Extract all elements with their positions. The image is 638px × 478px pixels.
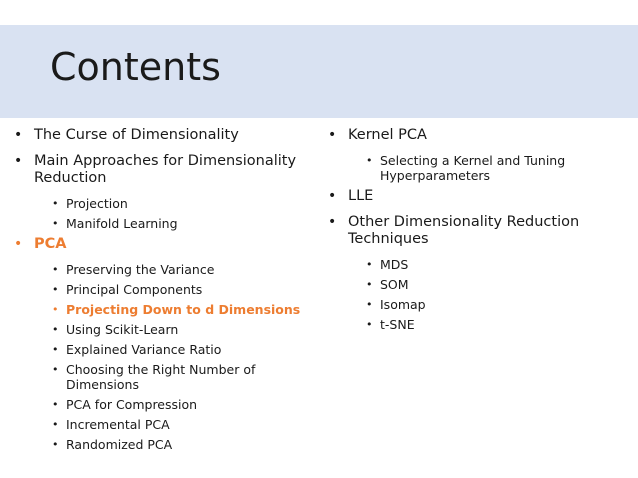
bullet-icon: • [14,127,23,143]
subtopic-label: Projecting Down to d Dimensions [66,302,301,317]
slide-title: Contents [50,45,221,89]
topic-item [14,153,304,187]
topic-item [14,127,304,144]
bullet-icon: • [52,343,59,356]
bullet-icon: • [14,236,23,252]
subtopic-label: MDS [380,257,409,272]
subtopic-label: Using Scikit-Learn [66,322,179,337]
bullet-icon: • [366,278,373,291]
subtopic-item [328,277,628,292]
subtopic-label: Choosing the Right Number of Dimensions [66,362,256,392]
topic-item [328,127,628,144]
subtopic-item [14,302,304,317]
bullet-icon: • [52,217,59,230]
subtopic-item [14,196,304,211]
bullet-icon: • [14,153,23,169]
subtopic-item [14,322,304,337]
bullet-icon: • [52,303,59,316]
subtopic-label: PCA for Compression [66,397,198,412]
topic-label: Main Approaches for Dimensionality Reduction [34,153,297,186]
subtopic-item [14,216,304,231]
subtopic-label: Principal Components [66,282,203,297]
topic-label: Other Dimensionality Reduction Techniques [348,214,580,247]
subtopic-label: Manifold Learning [66,216,178,231]
subtopic-label: Randomized PCA [66,437,173,452]
subtopic-item [14,437,304,452]
bullet-icon: • [328,188,337,204]
bullet-icon: • [328,127,337,143]
bullet-icon: • [52,363,59,376]
subtopic-item [328,297,628,312]
subtopic-label: t-SNE [380,317,415,332]
bullet-icon: • [366,154,373,167]
subtopic-label: Preserving the Variance [66,262,215,277]
subtopic-label: SOM [380,277,409,292]
bullet-icon: • [366,258,373,271]
subtopic-item [328,257,628,272]
topic-label: The Curse of Dimensionality [34,127,239,143]
topic-label: LLE [348,188,374,204]
bullet-icon: • [52,197,59,210]
bullet-icon: • [52,323,59,336]
bullet-icon: • [52,283,59,296]
topic-item [14,236,304,253]
topic-item [328,188,628,205]
bullet-icon: • [366,318,373,331]
subtopic-label: Projection [66,196,128,211]
subtopic-item [14,262,304,277]
subtopic-item [14,282,304,297]
bullet-icon: • [328,214,337,230]
bullet-icon: • [52,398,59,411]
topic-item [328,214,628,248]
contents-left-column [14,127,304,457]
subtopic-item [328,317,628,332]
subtopic-label: Isomap [380,297,426,312]
topic-label: PCA [34,236,67,252]
subtopic-label: Incremental PCA [66,417,170,432]
subtopic-item [14,362,304,392]
bullet-icon: • [366,298,373,311]
bullet-icon: • [52,263,59,276]
bullet-icon: • [52,438,59,451]
subtopic-label: Selecting a Kernel and Tuning Hyperparameters [380,153,566,183]
subtopic-label: Explained Variance Ratio [66,342,222,357]
subtopic-item [14,342,304,357]
subtopic-item [328,153,628,183]
contents-right-column [328,127,628,337]
subtopic-item [14,397,304,412]
subtopic-item [14,417,304,432]
bullet-icon: • [52,418,59,431]
topic-label: Kernel PCA [348,127,427,143]
